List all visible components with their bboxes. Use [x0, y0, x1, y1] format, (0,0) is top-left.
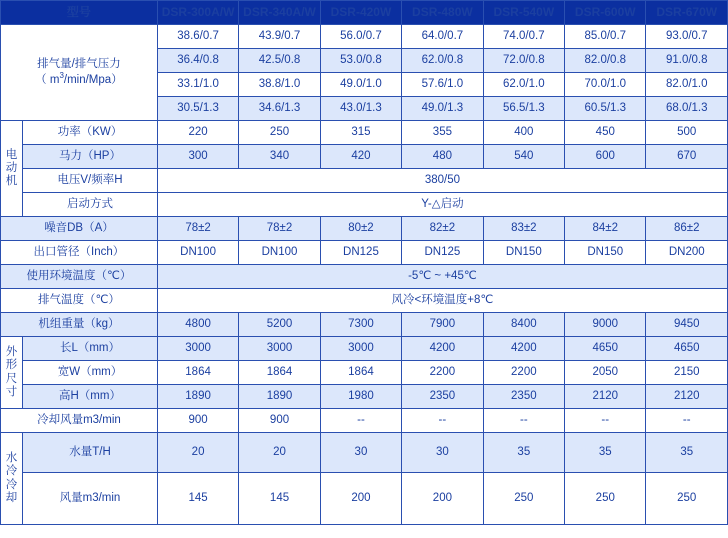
cell-cooling-air-c0: 900 [157, 409, 238, 433]
header-cell-dsr540: DSR-540W [483, 1, 564, 25]
side-label-motor [1, 121, 23, 217]
row-label-flow-pressure [1, 25, 158, 121]
cell-flow-r1-c3: 62.0/0.8 [402, 49, 483, 73]
cell-flow-r3-c2: 43.0/1.3 [320, 97, 401, 121]
row-label-air-flow: 风量m3/min [23, 473, 158, 525]
cell-power-c6: 500 [646, 121, 728, 145]
cell-water-c4: 35 [483, 433, 564, 473]
cell-hp-c5: 600 [565, 145, 646, 169]
cell-height-c1: 1890 [239, 385, 320, 409]
cell-water-c0: 20 [157, 433, 238, 473]
cell-hp-c1: 340 [239, 145, 320, 169]
row-label-exhaust-temp: 排气温度（℃） [1, 289, 158, 313]
cell-airflow-c2: 200 [320, 473, 401, 525]
cell-width-c5: 2050 [565, 361, 646, 385]
row-label-unit-weight: 机组重量（kg） [1, 313, 158, 337]
cell-start-mode: Y-△启动 [157, 193, 727, 217]
cell-width-c0: 1864 [157, 361, 238, 385]
header-cell-dsr670: DSR-670W [646, 1, 728, 25]
cell-power-c2: 315 [320, 121, 401, 145]
table-row [1, 145, 728, 169]
cell-voltage-frequency: 380/50 [157, 169, 727, 193]
cell-weight-c4: 8400 [483, 313, 564, 337]
table-row [1, 313, 728, 337]
cell-power-c4: 400 [483, 121, 564, 145]
cell-cooling-air-c5: -- [565, 409, 646, 433]
row-label-width: 宽W（mm） [23, 361, 158, 385]
cell-flow-r3-c1: 34.6/1.3 [239, 97, 320, 121]
header-cell-dsr600: DSR-600W [565, 1, 646, 25]
cell-cooling-air-c6: -- [646, 409, 728, 433]
cell-water-c5: 35 [565, 433, 646, 473]
cell-length-c6: 4650 [646, 337, 728, 361]
cell-width-c6: 2150 [646, 361, 728, 385]
table-header-row [1, 1, 728, 25]
cell-cooling-air-c1: 900 [239, 409, 320, 433]
cell-flow-r2-c5: 70.0/1.0 [565, 73, 646, 97]
cell-ambient-temp: -5℃ ~ +45℃ [157, 265, 727, 289]
cell-flow-r1-c0: 36.4/0.8 [157, 49, 238, 73]
cell-water-c3: 30 [402, 433, 483, 473]
cell-noise-c3: 82±2 [402, 217, 483, 241]
cell-flow-r3-c0: 30.5/1.3 [157, 97, 238, 121]
cell-airflow-c0: 145 [157, 473, 238, 525]
row-label-outlet-pipe: 出口管径（Inch） [1, 241, 158, 265]
cell-length-c0: 3000 [157, 337, 238, 361]
row-label-start-mode: 启动方式 [23, 193, 158, 217]
cell-flow-r1-c2: 53.0/0.8 [320, 49, 401, 73]
cell-water-c6: 35 [646, 433, 728, 473]
row-label-cooling-air: 冷却风量m3/min [1, 409, 158, 433]
row-label-ambient-temp: 使用环境温度（℃） [1, 265, 158, 289]
side-label-water-cooling-text: 水冷冷却 [5, 452, 18, 504]
header-cell-dsr480: DSR-480W [402, 1, 483, 25]
cell-height-c3: 2350 [402, 385, 483, 409]
table-row [1, 337, 728, 361]
cell-flow-r0-c6: 93.0/0.7 [646, 25, 728, 49]
cell-width-c3: 2200 [402, 361, 483, 385]
cell-airflow-c6: 250 [646, 473, 728, 525]
cell-flow-r3-c4: 56.5/1.3 [483, 97, 564, 121]
flow-label-line1: 排气量/排气压力 [37, 57, 121, 70]
cell-flow-r3-c6: 68.0/1.3 [646, 97, 728, 121]
table-row [1, 409, 728, 433]
cell-outlet-c1: DN100 [239, 241, 320, 265]
cell-noise-c1: 78±2 [239, 217, 320, 241]
cell-cooling-air-c2: -- [320, 409, 401, 433]
cell-flow-r1-c5: 82.0/0.8 [565, 49, 646, 73]
table-row [1, 361, 728, 385]
header-cell-model: 型号 [1, 1, 158, 25]
cell-width-c1: 1864 [239, 361, 320, 385]
cell-hp-c3: 480 [402, 145, 483, 169]
cell-height-c2: 1980 [320, 385, 401, 409]
row-label-length: 长L（mm） [23, 337, 158, 361]
side-label-water-cooling [1, 433, 23, 525]
cell-flow-r0-c4: 74.0/0.7 [483, 25, 564, 49]
side-label-motor-text: 电动机 [5, 148, 18, 188]
cell-flow-r0-c3: 64.0/0.7 [402, 25, 483, 49]
cell-outlet-c5: DN150 [565, 241, 646, 265]
cell-length-c4: 4200 [483, 337, 564, 361]
cell-airflow-c3: 200 [402, 473, 483, 525]
cell-flow-r3-c3: 49.0/1.3 [402, 97, 483, 121]
cell-power-c5: 450 [565, 121, 646, 145]
cell-length-c3: 4200 [402, 337, 483, 361]
cell-airflow-c4: 250 [483, 473, 564, 525]
table-row [1, 265, 728, 289]
cell-flow-r0-c5: 85.0/0.7 [565, 25, 646, 49]
cell-weight-c6: 9450 [646, 313, 728, 337]
table-row [1, 121, 728, 145]
cell-noise-c5: 84±2 [565, 217, 646, 241]
cell-weight-c1: 5200 [239, 313, 320, 337]
cell-noise-c2: 80±2 [320, 217, 401, 241]
cell-outlet-c2: DN125 [320, 241, 401, 265]
table-row [1, 169, 728, 193]
cell-hp-c6: 670 [646, 145, 728, 169]
cell-weight-c0: 4800 [157, 313, 238, 337]
cell-outlet-c6: DN200 [646, 241, 728, 265]
row-label-noise: 噪音DB（A） [1, 217, 158, 241]
cell-flow-r1-c4: 72.0/0.8 [483, 49, 564, 73]
cell-flow-r2-c1: 38.8/1.0 [239, 73, 320, 97]
cell-flow-r1-c1: 42.5/0.8 [239, 49, 320, 73]
cell-height-c0: 1890 [157, 385, 238, 409]
flow-label-sup: 3 [59, 71, 64, 81]
cell-flow-r2-c4: 62.0/1.0 [483, 73, 564, 97]
table-row [1, 385, 728, 409]
cell-hp-c0: 300 [157, 145, 238, 169]
cell-flow-r2-c2: 49.0/1.0 [320, 73, 401, 97]
cell-length-c2: 3000 [320, 337, 401, 361]
cell-weight-c5: 9000 [565, 313, 646, 337]
cell-outlet-c4: DN150 [483, 241, 564, 265]
cell-water-c2: 30 [320, 433, 401, 473]
cell-flow-r3-c5: 60.5/1.3 [565, 97, 646, 121]
cell-flow-r2-c0: 33.1/1.0 [157, 73, 238, 97]
table-row [1, 433, 728, 473]
cell-width-c2: 1864 [320, 361, 401, 385]
table-row [1, 241, 728, 265]
cell-flow-r0-c2: 56.0/0.7 [320, 25, 401, 49]
cell-hp-c2: 420 [320, 145, 401, 169]
table-row [1, 25, 728, 49]
cell-exhaust-temp: 风冷<环境温度+8℃ [157, 289, 727, 313]
side-label-dimensions-text: 外形尺寸 [5, 346, 18, 398]
cell-flow-r1-c6: 91.0/0.8 [646, 49, 728, 73]
table-row [1, 289, 728, 313]
cell-flow-r2-c6: 82.0/1.0 [646, 73, 728, 97]
header-cell-dsr420: DSR-420W [320, 1, 401, 25]
cell-length-c1: 3000 [239, 337, 320, 361]
cell-hp-c4: 540 [483, 145, 564, 169]
cell-noise-c4: 83±2 [483, 217, 564, 241]
cell-noise-c6: 86±2 [646, 217, 728, 241]
cell-width-c4: 2200 [483, 361, 564, 385]
cell-cooling-air-c3: -- [402, 409, 483, 433]
cell-flow-r2-c3: 57.6/1.0 [402, 73, 483, 97]
row-label-voltage-frequency: 电压V/频率H [23, 169, 158, 193]
table-row [1, 217, 728, 241]
cell-length-c5: 4650 [565, 337, 646, 361]
flow-label-line2 [3, 71, 155, 87]
cell-airflow-c1: 145 [239, 473, 320, 525]
header-cell-dsr300: DSR-300A/W [157, 1, 238, 25]
flow-label-pre: （ m [35, 73, 60, 86]
cell-height-c4: 2350 [483, 385, 564, 409]
cell-weight-c3: 7900 [402, 313, 483, 337]
table-row [1, 193, 728, 217]
cell-height-c6: 2120 [646, 385, 728, 409]
flow-label-post: /min/Mpa） [63, 73, 123, 86]
cell-outlet-c3: DN125 [402, 241, 483, 265]
cell-weight-c2: 7300 [320, 313, 401, 337]
cell-power-c0: 220 [157, 121, 238, 145]
cell-power-c3: 355 [402, 121, 483, 145]
table-row [1, 473, 728, 525]
cell-height-c5: 2120 [565, 385, 646, 409]
row-label-height: 高H（mm） [23, 385, 158, 409]
cell-airflow-c5: 250 [565, 473, 646, 525]
cell-flow-r0-c0: 38.6/0.7 [157, 25, 238, 49]
cell-flow-r0-c1: 43.9/0.7 [239, 25, 320, 49]
row-label-power-kw: 功率（KW） [23, 121, 158, 145]
header-cell-dsr340: DSR-340A/W [239, 1, 320, 25]
cell-water-c1: 20 [239, 433, 320, 473]
row-label-water-flow: 水量T/H [23, 433, 158, 473]
cell-outlet-c0: DN100 [157, 241, 238, 265]
row-label-horsepower: 马力（HP） [23, 145, 158, 169]
cell-power-c1: 250 [239, 121, 320, 145]
side-label-dimensions [1, 337, 23, 409]
cell-noise-c0: 78±2 [157, 217, 238, 241]
cell-cooling-air-c4: -- [483, 409, 564, 433]
